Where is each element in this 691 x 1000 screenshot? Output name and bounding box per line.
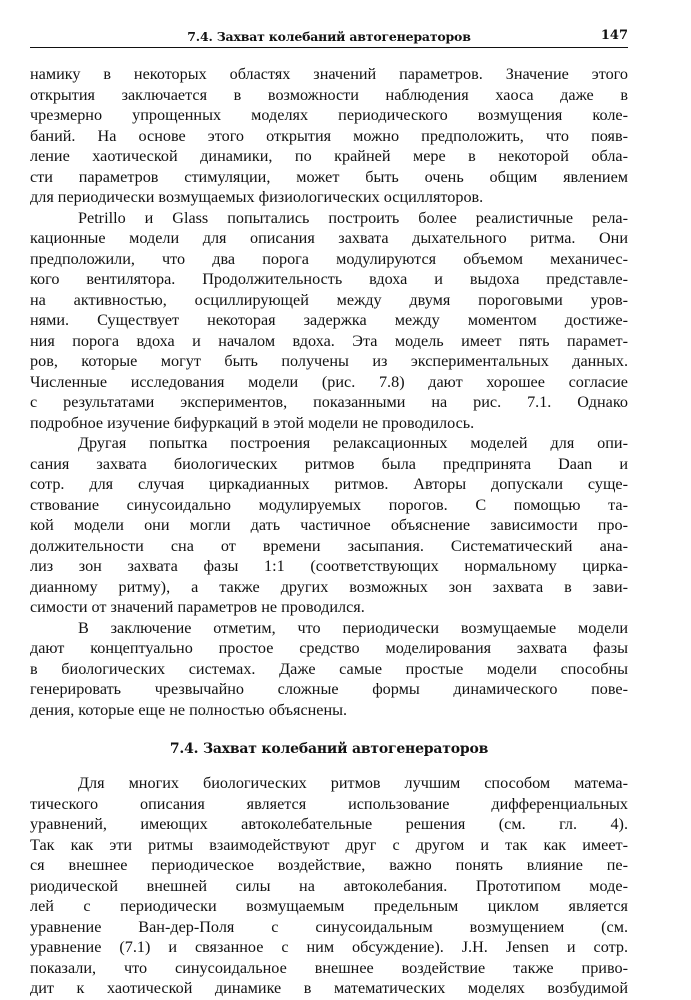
- text-line: риодической внешней силы на автоколебания. Прототипом моде-: [30, 876, 628, 895]
- text-line: на активностью, осциллирующей между двумя пороговыми уров-: [30, 290, 628, 309]
- running-head: [30, 25, 628, 48]
- text-line: в биологических системах. Даже самые простые модели способны: [30, 659, 628, 678]
- text-line: лей с периодически возмущаемым предельным циклом является: [30, 897, 628, 915]
- text-line: В заключение отметим, что периодически возмущаемые модели: [78, 618, 628, 637]
- text-line: симости от значений параметров не проводился.: [30, 598, 365, 616]
- text-line: Другая попытка построения релаксационных моделей для опи-: [78, 434, 628, 452]
- paragraph: [30, 208, 628, 434]
- text-line: дения, которые еще не полностью объяснены.: [30, 700, 348, 719]
- paragraph: [30, 773, 628, 999]
- text-line: сти параметров стимуляции, может быть очень общим явлением: [30, 167, 628, 186]
- text-line: ся внешнее периодическое воздействие, важно понять влияние пе-: [30, 856, 628, 874]
- paragraph: [30, 433, 628, 618]
- text-line: для периодически возмущаемых физиологических осцилляторов.: [30, 188, 484, 206]
- section-heading: 7.4. Захват колебаний автогенераторов: [169, 741, 489, 757]
- text-line: ров, которые могут быть получены из экспериментальных данных.: [30, 352, 628, 370]
- text-line: ление хаотической динамики, по крайней мере в некоторой обла-: [30, 147, 628, 165]
- text-line: должительности сна от времени засыпания. Систематический ана-: [30, 536, 628, 555]
- running-title: 7.4. Захват колебаний автогенераторов: [187, 29, 471, 44]
- text-line: сания захвата биологических ритмов была предпринята Daan и: [30, 454, 628, 473]
- text-line: тического описания является использование дифференциальных: [30, 794, 628, 813]
- text-line: лиз зон захвата фазы 1:1 (соответствующих нормальному цирка-: [30, 557, 628, 575]
- text-line: Численные исследования модели (рис. 7.8) дают хорошее согласие: [30, 372, 628, 391]
- text-line: кой модели они могли дать частичное объяснение зависимости про-: [30, 516, 628, 534]
- text-line: Так как эти ритмы взаимодействуют друг с другом и так как имеет-: [30, 835, 628, 854]
- text-line: генерировать чрезвычайно сложные формы динамического пове-: [30, 680, 628, 698]
- text-line: открытия заключается в возможности наблюдения хаоса даже в: [30, 85, 628, 104]
- text-line: намику в некоторых областях значений параметров. Значение этого: [30, 65, 628, 83]
- text-line: предположили, что два порога модулируются объемом механичес-: [30, 249, 628, 268]
- text-line: сотр. для случая циркадианных ритмов. Авторы допускали суще-: [30, 475, 628, 493]
- text-line: ствование синусоидально модулируемых порогов. С помощью та-: [30, 495, 628, 514]
- page-number: 147: [600, 28, 628, 43]
- body-text: [30, 64, 628, 999]
- text-line: уравнение Ван-дер-Поля с синусоидальным возмущением (см.: [30, 917, 628, 936]
- text-line: дают концептуально простое средство моделирования захвата фазы: [30, 639, 628, 657]
- text-line: подробное изучение бифуркаций в этой модели не проводилось.: [30, 413, 475, 432]
- text-line: с результатами экспериментов, показанными на рис. 7.1. Однако: [30, 393, 628, 411]
- text-line: ния порога вдоха и началом вдоха. Эта модель имеет пять парамет-: [30, 331, 628, 350]
- text-line: Petrillo и Glass попытались построить более реалистичные рела-: [78, 208, 628, 227]
- text-line: кационные модели для описания захвата дыхательного ритма. Они: [30, 229, 628, 247]
- paragraph: [30, 64, 628, 208]
- text-line: дит к хаотической динамике в математических моделях возбудимой: [30, 979, 628, 997]
- text-line: уравнений, имеющих автоколебательные решения (см. гл. 4).: [30, 815, 628, 833]
- text-line: нями. Существует некоторая задержка между моментом достиже-: [30, 311, 628, 329]
- text-line: кого вентилятора. Продолжительность вдоха и выдоха представле-: [30, 270, 628, 288]
- text-line: показали, что синусоидальное внешнее воздействие также приво-: [30, 958, 628, 977]
- text-line: чрезмерно упрощенных моделях периодического возмущения коле-: [30, 106, 628, 124]
- text-line: Для многих биологических ритмов лучшим способом матема-: [78, 774, 628, 792]
- text-line: баний. На основе этого открытия можно предположить, что появ-: [30, 126, 628, 145]
- text-line: уравнение (7.1) и связанное с ним обсуждение). J.H. Jensen и сотр.: [30, 938, 628, 956]
- paragraph: [30, 618, 628, 721]
- text-line: дианному ритму), а также других возможных зон захвата в зави-: [30, 577, 628, 596]
